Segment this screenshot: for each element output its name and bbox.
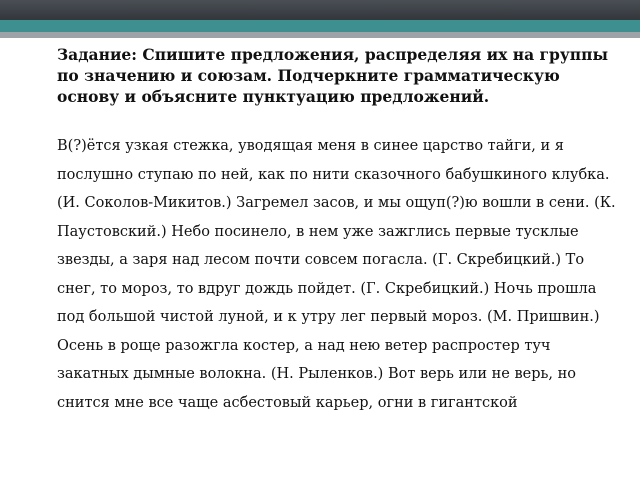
top-gray-stripe: [0, 32, 640, 38]
top-accent-stripe: [0, 20, 640, 32]
task-heading: Задание: Спишите предложения, распределяя их на группы по значению и союзам. Подчеркните грамматическую основу и объясните пунктуацию предложений.: [57, 45, 609, 106]
top-dark-bar: [0, 0, 640, 20]
slide-content: [57, 44, 617, 417]
exercise-text: В(?)ётся узкая стежка, уводящая меня в синее царство тайги, и я послушно ступаю по ней, как по нити сказочного бабушкиного клубка. (И. Соколов-Микитов.) Загремел засов, и мы ощуп(?)ю вошли в сени. (К. Паустовский.) Небо посинело, в нем уже зажглись первые тусклые звезды, а заря над лесом почти совсем погасла. (Г. Скребицкий.) То снег, то мороз, то вдруг дождь пойдет. (Г. Скребицкий.) Ночь прошла под большой чистой луной, и к утру лег первый мороз. (М. Пришвин.) Осень в роще разожгла костер, а над нею ветер распростер туч закатных дымные волокна. (Н. Рыленков.) Вот верь или не верь, но снится мне все чаще асбестовый карьер, огни в гигантской: [57, 138, 616, 411]
